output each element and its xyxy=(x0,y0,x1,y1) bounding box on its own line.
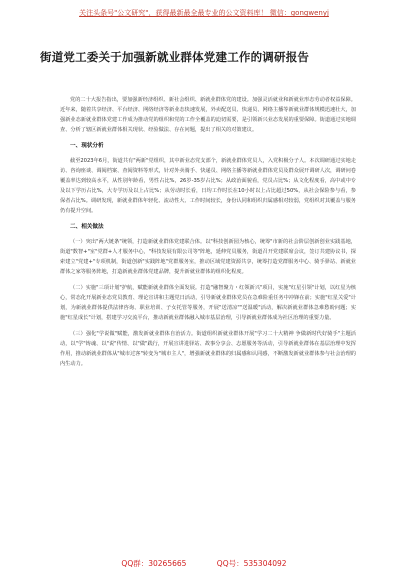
section-heading-practices: 二、相关做法 xyxy=(70,224,104,230)
contact-footer xyxy=(0,558,408,569)
intro-paragraph: 党的二十大报告指出，要加强新经济组织、新社会组织、新就业群体党的建设。加强灵活就业和新就业形态劳动者权益保障。近年来，随着共享经济、平台经济、网络经济等新业态快速发展，外卖配送员、快递员、网络主播等新就业群体规模迅速壮大，加强新业态新就业群体党建工作成为推动党的组织和党的工作全覆盖的迫切需要，是引领新兴业态发展的重要保障。街道通过实地调查、分析了辖区新就业群体相关现状、经验做法、存在问题，提出了相关的对策建议。 xyxy=(60,97,356,133)
practice-paragraph-2: （二）实施"三项计划"护航，赋能新就业群体全面发展。打造"融智聚力・红领新兴"项目，实施"红星引领"计划，以红星为核心，常态化开展新业态党员教育、理论宣讲和主题党日活动，引导新就业群体党员在急难险重任务中冲锋在前；实施"红星关爱"计划，为新就业群体提供法律咨询、职业培训、子女托管等服务，开展"送清凉""送温暖"活动，解决新就业群体急难愁盼问题；实施"红星成长"计划，搭建学习交流平台，推动新就业群体融入城市基层治理，引导新就业群体成为社区治理的重要力量。 xyxy=(60,285,356,321)
qq-number-text: QQ号：535304092 xyxy=(216,559,287,568)
practice-paragraph-3: （三）强化"学说做"赋能，激发新就业群体自治活力。街道组织新就业群体开展"学习二十大精神 争做新时代好骑手"主题活动，以"学"铸魂、以"说"传情、以"做"践行，开展宣讲进驿站、故事分享会、志愿服务等活动，引导新就业群体在基层治理中发挥作用，推动新就业群体从"城市过客"转变为"城市主人"，增强新就业群体的归属感和认同感，不断激发新就业群体参与社会治理的内生动力。 xyxy=(60,331,356,367)
document-body xyxy=(60,95,356,375)
qq-group-text: QQ群：30265665 xyxy=(121,559,187,568)
promo-banner[interactable]: 关注头条号"公文研究"，获得最新最全最专业的公文资料库！ 微信：gongwenyj xyxy=(79,9,329,17)
practice-paragraph-1: （一）突出"两大链条"统领，打造新就业群体党建联合体。以"科技创新园为核心，统筹"市新的社会阶层创新创业实践基地，街道"数智+"室"党群+人才服务中心，"科技发展有限公司等"阵地，延伸党员服务，街道召开党建联席会议，签订共建协议书，探索建立"党建+"专项机制，街道创新"实践阵地"党群服务室，推动区域党建资源共享，统筹打造党群服务中心、骑手驿站、新就业群体之家等服务阵地，打造新就业群体党建品牌，提升新就业群体的组织化程度。 xyxy=(60,239,356,275)
section-heading-status: 一、现状分析 xyxy=(70,143,104,149)
document-title: 街道党工委关于加强新就业群体党建工作的调研报告 xyxy=(40,50,310,64)
status-paragraph: 截至2023年6月，街道共有"两新"党组织，其中新业态党支部个，新就业群体党员人，入党积极分子人。本次调研通过实地走访、咨询座谈、调阅档案、查阅资料等形式，针对外卖骑手、快递员、网络主播等新就业群体党员及群众展开调研人次，调研问卷覆盖率达到较高水平，从性别年龄看，男性占比%，26岁-35岁占比%；从政治面貌看，党员占比%；从文化程度看，高中或中专及以下学历占比%，大专学历及以上占比%；从劳动时长看，日均工作时长在10小时以上占比超过50%，从社会保险参与看，参保者占比%。调研发现，新就业群体年轻化、流动性大、工作时间较长，身份认同和组织归属感相对较弱，党组织对其覆盖与服务仍有提升空间。 xyxy=(60,158,356,214)
